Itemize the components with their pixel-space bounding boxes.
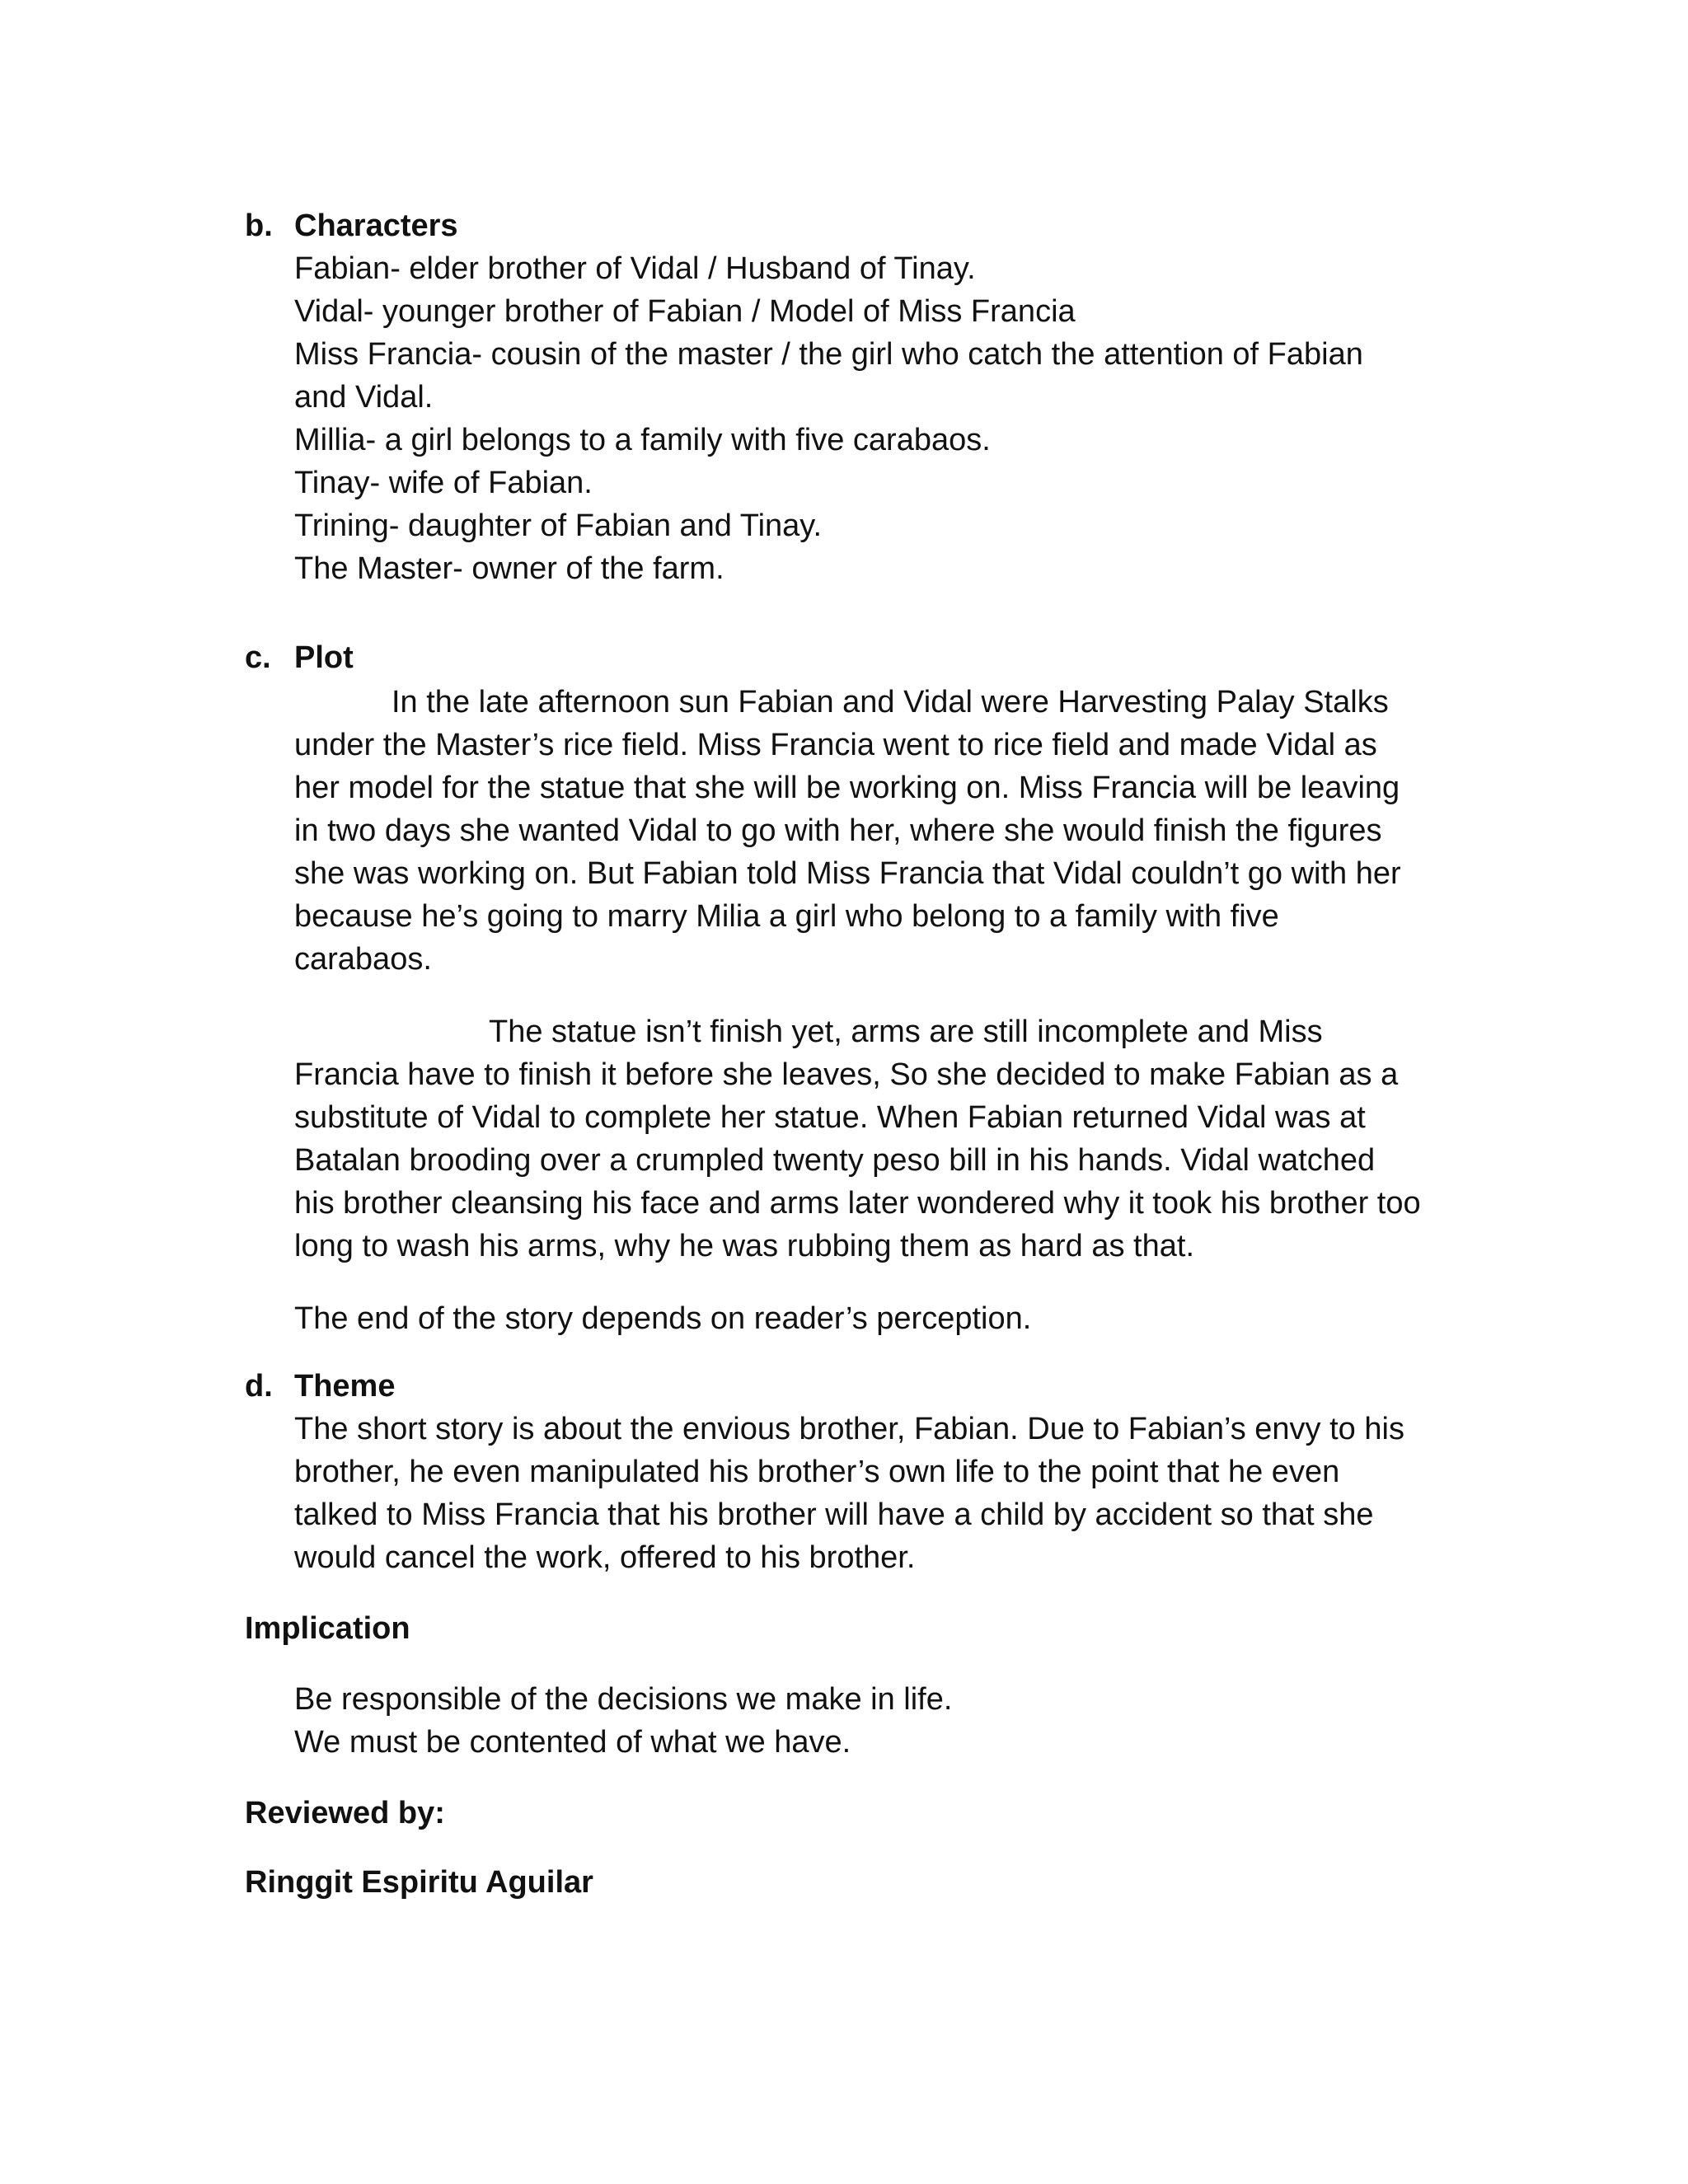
plot-line: carabaos. bbox=[294, 942, 432, 977]
characters-label: b. bbox=[245, 209, 273, 243]
plot-paragraph-2 bbox=[294, 1010, 1421, 1268]
plot-line: Francia have to finish it before she leaves, So she decided to make Fabian as a bbox=[294, 1057, 1399, 1092]
theme-line: would cancel the work, offered to his brother. bbox=[294, 1540, 916, 1575]
plot-line: In the late afternoon sun Fabian and Vidal were Harvesting Palay Stalks bbox=[392, 685, 1389, 719]
plot-ending: The end of the story depends on reader’s perception. bbox=[294, 1301, 1032, 1336]
implication-line: Be responsible of the decisions we make in life. bbox=[294, 1682, 953, 1717]
character-line: Miss Francia- cousin of the master / the girl who catch the attention of Fabian bbox=[294, 337, 1363, 372]
theme-title: Theme bbox=[294, 1369, 396, 1404]
plot-line: long to wash his arms, why he was rubbing them as hard as that. bbox=[294, 1229, 1194, 1263]
character-line: The Master- owner of the farm. bbox=[294, 551, 724, 586]
plot-heading bbox=[245, 640, 354, 676]
theme-line: The short story is about the envious brother, Fabian. Due to Fabian’s envy to his bbox=[294, 1412, 1404, 1446]
characters-list bbox=[294, 247, 1363, 590]
plot-line: because he’s going to marry Milia a girl who belong to a family with five bbox=[294, 899, 1279, 934]
reviewer-name: Ringgit Espiritu Aguilar bbox=[245, 1865, 593, 1900]
plot-title: Plot bbox=[294, 640, 354, 675]
plot-line: she was working on. But Fabian told Miss Francia that Vidal couldn’t go with her bbox=[294, 856, 1401, 891]
theme-label: d. bbox=[245, 1369, 273, 1404]
character-line: Trining- daughter of Fabian and Tinay. bbox=[294, 509, 823, 543]
character-line: and Vidal. bbox=[294, 380, 434, 415]
implication-line: We must be contented of what we have. bbox=[294, 1725, 851, 1760]
plot-line: substitute of Vidal to complete her statue. When Fabian returned Vidal was at bbox=[294, 1100, 1366, 1135]
theme-heading bbox=[245, 1368, 395, 1404]
plot-line: The statue isn’t finish yet, arms are still incomplete and Miss bbox=[489, 1015, 1323, 1049]
plot-line: in two days she wanted Vidal to go with her, where she would finish the figures bbox=[294, 813, 1382, 848]
implication-list bbox=[294, 1678, 952, 1764]
character-line: Tinay- wife of Fabian. bbox=[294, 466, 593, 500]
character-line: Millia- a girl belongs to a family with five carabaos. bbox=[294, 423, 991, 457]
plot-line: Batalan brooding over a crumpled twenty peso bill in his hands. Vidal watched bbox=[294, 1143, 1376, 1178]
theme-paragraph bbox=[294, 1408, 1404, 1579]
plot-line: under the Master’s rice field. Miss Francia went to rice field and made Vidal as bbox=[294, 728, 1377, 762]
theme-line: talked to Miss Francia that his brother will have a child by accident so that she bbox=[294, 1497, 1374, 1532]
reviewed-by-heading: Reviewed by: bbox=[245, 1796, 445, 1830]
character-line: Fabian- elder brother of Vidal / Husband of Tinay. bbox=[294, 251, 976, 286]
plot-paragraph-1 bbox=[294, 681, 1401, 981]
plot-line: her model for the statue that she will be working on. Miss Francia will be leaving bbox=[294, 771, 1400, 805]
characters-title: Characters bbox=[294, 209, 458, 243]
implication-heading: Implication bbox=[245, 1611, 410, 1646]
character-line: Vidal- younger brother of Fabian / Model of Miss Francia bbox=[294, 294, 1076, 329]
theme-line: brother, he even manipulated his brother’s own life to the point that he even bbox=[294, 1455, 1340, 1489]
characters-heading bbox=[245, 208, 458, 244]
plot-label: c. bbox=[245, 640, 271, 675]
plot-line: his brother cleansing his face and arms later wondered why it took his brother too bbox=[294, 1186, 1421, 1221]
